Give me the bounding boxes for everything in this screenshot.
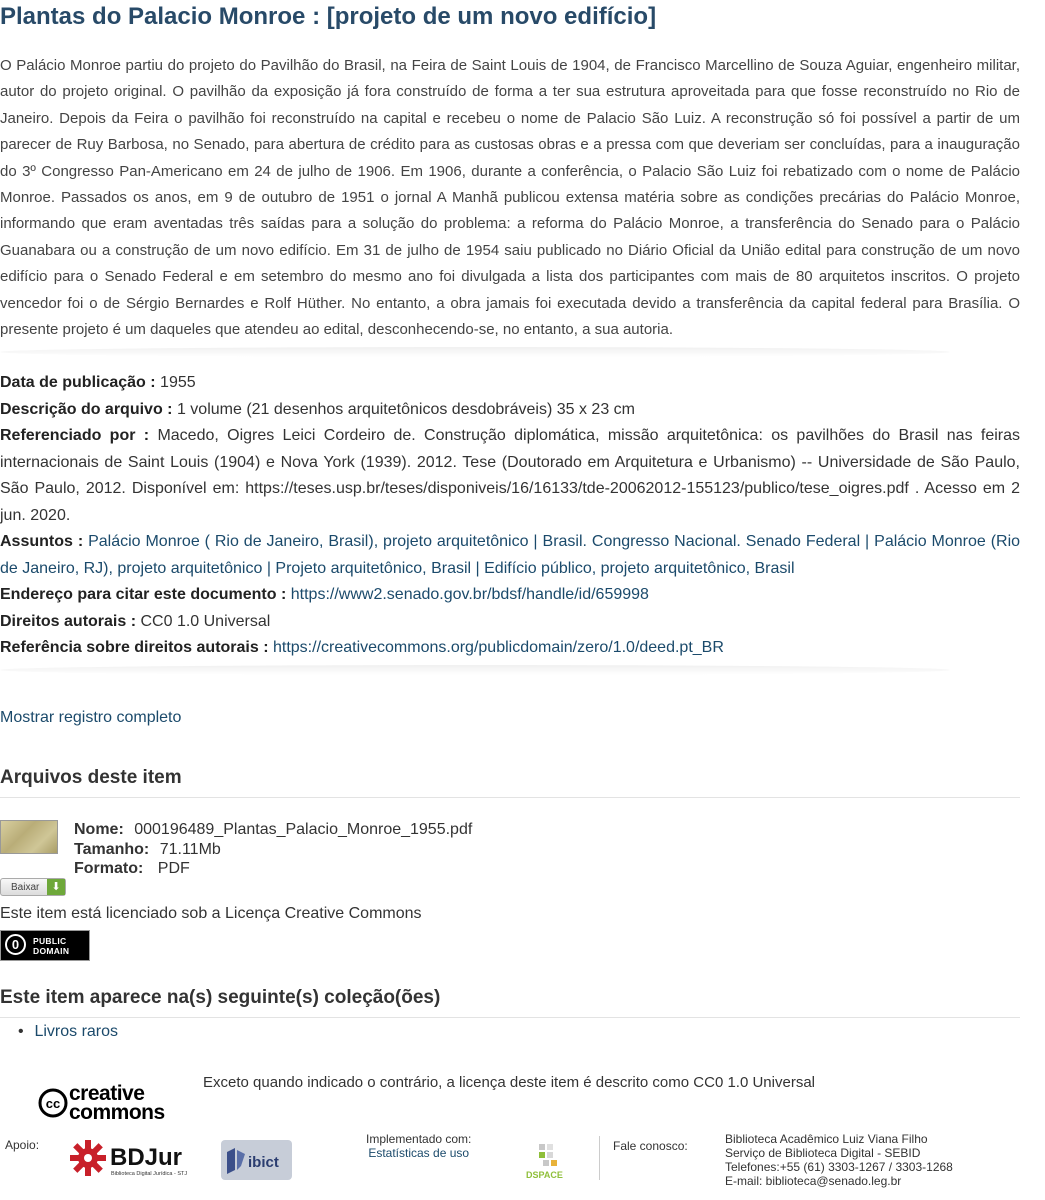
meta-pub-date — [0, 370, 1020, 397]
meta-description — [0, 397, 1020, 424]
bdjur-name: BDJur — [110, 1144, 183, 1171]
contact-info — [725, 1132, 953, 1188]
meta-value: CC0 1.0 Universal — [140, 612, 271, 630]
ibict-logo[interactable] — [221, 1140, 292, 1180]
file-info — [74, 820, 472, 879]
meta-value: 1955 — [160, 374, 196, 391]
collections-list — [18, 1023, 118, 1041]
meta-label: Endereço para citar este documento : — [0, 586, 287, 603]
subject-link[interactable]: Projeto arquitetônico, Brasil — [275, 559, 472, 577]
file-name-row — [74, 820, 472, 840]
contact-line: Serviço de Biblioteca Digital - SEBID — [725, 1146, 921, 1160]
subject-link[interactable]: Edifício público, projeto arquitetônico, Brasil — [484, 559, 795, 577]
meta-rights — [0, 609, 1020, 636]
meta-value: Macedo, Oigres Leici Cordeiro de. Construção diplomática, missão arquitetônica: os pavilhões do Brasil nas feiras internacionais de Saint Louis (1904) e Nova York (1939). 2012. Tese (Doutorado em Arquitetura e Urbanismo) -- Universidade de São Paulo, São Paulo, 2012. Disponível em: https://teses.usp.br/teses/disponiveis/16/16133/tde-20062012-155123/publico/tese_oigres.pdf . Acesso em 2 jun. 2020. — [0, 427, 1021, 524]
file-size-value: 71.11Mb — [159, 840, 221, 858]
subject-separator: | — [860, 533, 875, 550]
meta-label: Descrição do arquivo : — [0, 400, 173, 418]
meta-referenced-by — [0, 423, 1020, 529]
meta-label: Referenciado por : — [0, 427, 150, 444]
bullet-icon: • — [18, 1023, 24, 1040]
subject-link[interactable]: Palácio Monroe ( Rio de Janeiro, Brasil), projeto arquitetônico — [88, 533, 529, 550]
download-label: Baixar — [11, 882, 40, 893]
bdjur-sub: Biblioteca Digital Jurídica - STJ — [111, 1171, 188, 1177]
file-format-value: PDF — [157, 860, 190, 877]
bdjur-logo[interactable] — [68, 1138, 206, 1180]
file-size-row — [74, 840, 472, 860]
subject-separator: | — [262, 559, 276, 577]
subject-separator: | — [471, 559, 485, 577]
meta-cite-address — [0, 582, 1020, 609]
badge-line-1: PUBLIC — [33, 936, 67, 946]
meta-label: Assuntos : — [0, 533, 84, 550]
meta-rights-ref — [0, 635, 1020, 662]
file-thumbnail[interactable] — [0, 820, 58, 854]
download-button[interactable] — [0, 878, 66, 896]
implemented-label: Implementado com: — [366, 1132, 472, 1146]
badge-line-2: DOMAIN — [33, 946, 70, 956]
stats-link[interactable]: Estatísticas de uso — [368, 1146, 470, 1160]
support-label: Apoio: — [5, 1138, 40, 1152]
contact-line: Biblioteca Acadêmico Luiz Viana Filho — [725, 1132, 928, 1146]
meta-value: 1 volume (21 desenhos arquitetônicos desdobráveis) 35 x 23 cm — [176, 400, 635, 418]
cc-symbol: cc — [45, 1096, 61, 1111]
ibict-name: ibict — [248, 1154, 279, 1171]
collections-heading: Este item aparece na(s) seguinte(s) coleção(ões) — [0, 987, 1020, 1018]
meta-label: Direitos autorais : — [0, 612, 137, 630]
contact-label: Fale conosco: — [613, 1139, 688, 1153]
creative-commons-logo[interactable] — [38, 1083, 183, 1121]
zero-icon: 0 — [5, 934, 26, 955]
file-format-row — [74, 859, 472, 879]
implemented-with — [366, 1132, 471, 1160]
subject-link[interactable]: Brasil. Congresso Nacional. Senado Federal — [542, 533, 861, 550]
section-divider — [0, 347, 950, 357]
public-domain-badge[interactable] — [0, 930, 90, 961]
meta-label: Referência sobre direitos autorais : — [0, 639, 269, 656]
dspace-logo[interactable] — [525, 1142, 573, 1182]
section-divider — [0, 665, 950, 675]
contact-line: Telefones:+55 (61) 3303-1267 / 3303-1268 — [725, 1160, 953, 1174]
file-name-label: Nome: — [74, 821, 124, 838]
collection-link[interactable]: Livros raros — [34, 1023, 119, 1040]
meta-subjects — [0, 529, 1020, 582]
file-size-label: Tamanho: — [74, 840, 150, 858]
page-title: Plantas do Palacio Monroe : [projeto de um novo edifício] — [0, 3, 657, 30]
dspace-name: DSPACE — [526, 1170, 563, 1180]
cc-logo-bottom: commons — [69, 1101, 165, 1121]
files-heading: Arquivos deste item — [0, 767, 1020, 798]
metadata-block — [0, 370, 1020, 662]
item-abstract: O Palácio Monroe partiu do projeto do Pavilhão do Brasil, na Feira de Saint Louis de 1904, de Francisco Marcellino de Souza Aguiar, engenheiro militar, autor do projeto original. O pavilhão da exposição já fora construído de forma a ter sua estrutura aproveitada para que fosse reconstruído no Rio de Janeiro. Depois da Feira o pavilhão foi reconstruído na capital e recebeu o nome de Palacio São Luiz. A reconstrução só foi possível a partir de um parecer de Ruy Barbosa, no Senado, para abertura de crédito para as custosas obras e a pressa com que deveriam ser concluídas, para a inauguração do 3º Congresso Pan-Americano em 24 de julho de 1906. Em 1906, durante a conferência, o Palacio São Luiz foi rebatizado com o nome de Palácio Monroe. Passados os anos, em 9 de outubro de 1951 o jornal A Manhã publicou extensa matéria sobre as condições precárias do Palácio Monroe, informando que eram aventadas três saídas para a solução do problema: a reforma do Palácio Monroe, a transferência do Senado para o Palácio Guanabara ou a construção de um novo edifício. Em 31 de julho de 1954 saiu publicado no Diário Oficial da União edital para construção de um novo edifício para o Senado Federal e em setembro do mesmo ano foi divulgada a lista dos participantes com mais de 80 arquitetos inscritos. O projeto vencedor foi o de Sérgio Bernardes e Rolf Hüther. No entanto, a obra jamais foi executada devido a transferência da capital federal para Brasília. O presente projeto é um daqueles que atendeu ao edital, desconhecendo-se, no entanto, a sua autoria. — [0, 57, 1020, 339]
list-item — [18, 1023, 118, 1041]
download-arrow-icon: ⬇ — [47, 879, 65, 895]
subject-link[interactable]: Palácio Monroe (Rio de Janeiro, RJ), projeto arquitetônico — [0, 533, 1021, 577]
footer-separator — [599, 1136, 600, 1180]
cc-logo-top: creative — [69, 1083, 145, 1105]
cc-notice-text: Exceto quando indicado o contrário, a licença deste item é descrito como CC0 1.0 Universal — [203, 1074, 815, 1091]
rights-ref-link[interactable]: https://creativecommons.org/publicdomain/zero/1.0/deed.pt_BR — [272, 639, 724, 656]
show-full-record-link[interactable]: Mostrar registro completo — [0, 709, 182, 726]
contact-line: E-mail: biblioteca@senado.leg.br — [725, 1174, 902, 1188]
file-format-label: Formato: — [74, 860, 144, 877]
cite-address-link[interactable]: https://www2.senado.gov.br/bdsf/handle/id/659998 — [290, 586, 649, 603]
footer — [0, 1128, 1045, 1200]
meta-label: Data de publicação : — [0, 374, 156, 391]
subject-separator: | — [528, 533, 543, 550]
license-text: Este item está licenciado sob a Licença Creative Commons — [0, 905, 422, 922]
file-name-value: 000196489_Plantas_Palacio_Monroe_1955.pdf — [134, 821, 473, 838]
